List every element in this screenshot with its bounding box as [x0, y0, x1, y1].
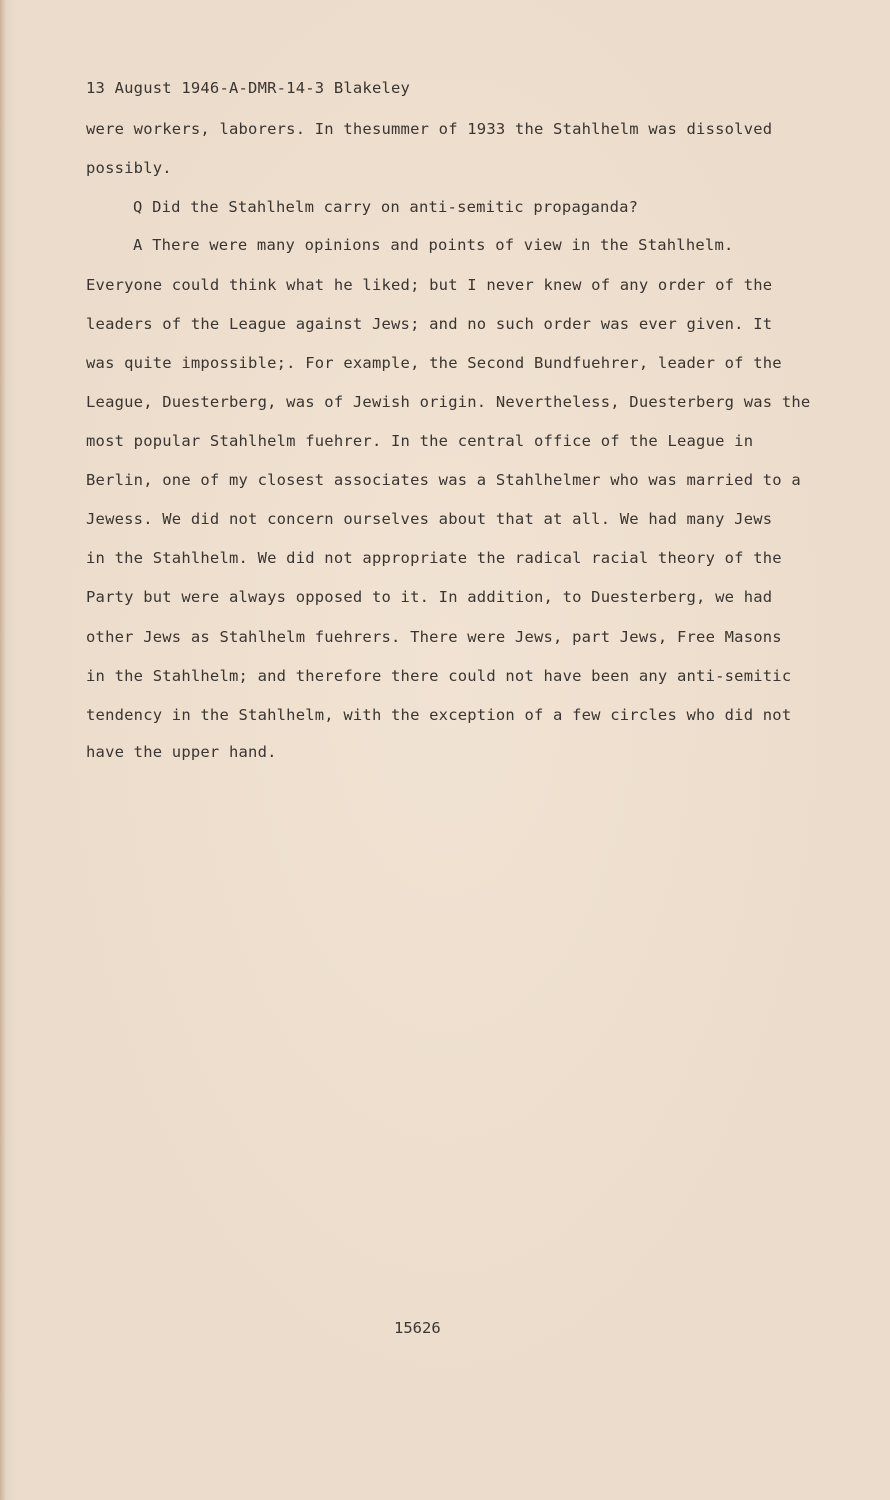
text-line: was quite impossible;. For example, the Second Bundfuehrer, leader of the — [86, 354, 782, 372]
text-line: have the upper hand. — [86, 743, 277, 761]
text-line: were workers, laborers. In thesummer of 1933 the Stahlhelm was dissolved — [86, 120, 773, 138]
text-line: League, Duesterberg, was of Jewish origin. Nevertheless, Duesterberg was the — [86, 393, 811, 411]
text-line: most popular Stahlhelm fuehrer. In the central office of the League in — [86, 432, 754, 450]
text-line: in the Stahlhelm; and therefore there could not have been any anti-semitic — [86, 667, 792, 685]
question-line: Q Did the Stahlhelm carry on anti-semitic propaganda? — [133, 198, 639, 216]
text-line: Everyone could think what he liked; but I never knew of any order of the — [86, 276, 773, 294]
text-line: leaders of the League against Jews; and no such order was ever given. It — [86, 315, 773, 333]
text-line: Party but were always opposed to it. In addition, to Duesterberg, we had — [86, 588, 773, 606]
text-line: Berlin, one of my closest associates was a Stahlhelmer who was married to a — [86, 471, 801, 489]
document-header: 13 August 1946-A-DMR-14-3 Blakeley — [86, 79, 411, 97]
text-line: other Jews as Stahlhelm fuehrers. There were Jews, part Jews, Free Masons — [86, 628, 782, 646]
text-line: in the Stahlhelm. We did not appropriate the radical racial theory of the — [86, 549, 782, 567]
answer-line: A There were many opinions and points of view in the Stahlhelm. — [133, 236, 734, 254]
text-line: Jewess. We did not concern ourselves about that at all. We had many Jews — [86, 510, 773, 528]
text-line: possibly. — [86, 159, 172, 177]
text-line: tendency in the Stahlhelm, with the exception of a few circles who did not — [86, 706, 792, 724]
paper-edge — [0, 0, 6, 1500]
page-number: 15626 — [394, 1319, 441, 1337]
